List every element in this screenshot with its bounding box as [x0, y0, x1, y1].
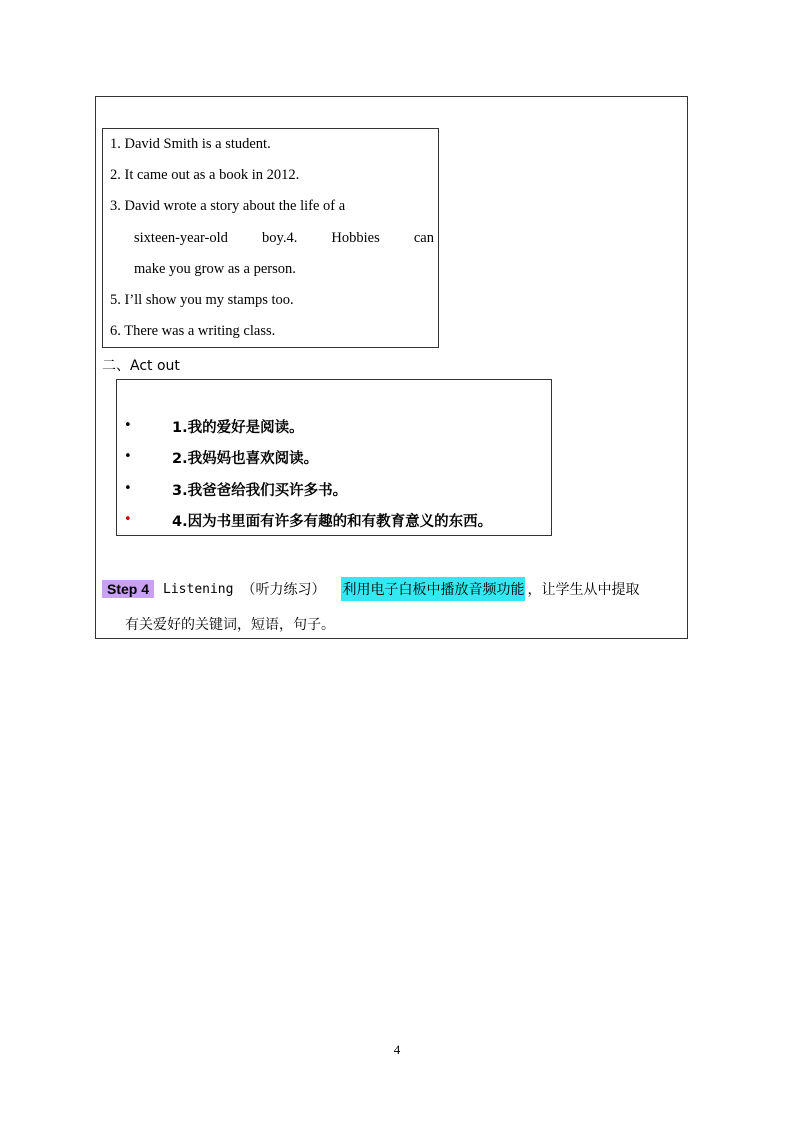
act-out-item: 1.我的爱好是阅读。: [172, 420, 304, 436]
sentence-6: 6. There was a writing class.: [110, 323, 276, 339]
sentence-3-continued: [134, 230, 434, 247]
word: Hobbies: [331, 230, 380, 246]
highlighted-text: 利用电子白板中播放音频功能: [341, 577, 525, 601]
act-out-heading: 二、Act out: [102, 358, 180, 374]
sentence-1: 1. David Smith is a student.: [110, 136, 271, 152]
step-subtitle: （听力练习）: [241, 582, 326, 598]
word: sixteen-year-old: [134, 230, 228, 246]
sentence-4-continued: make you grow as a person.: [134, 261, 296, 277]
sentence-5: 5. I’ll show you my stamps too.: [110, 292, 294, 308]
sentence-2: 2. It came out as a book in 2012.: [110, 167, 300, 183]
word: boy.4.: [262, 230, 298, 246]
word: can: [413, 230, 434, 246]
step4-line: [102, 577, 639, 601]
sentence-3: 3. David wrote a story about the life of a: [110, 198, 346, 214]
act-out-item: 3.我爸爸给我们买许多书。: [172, 483, 348, 499]
page-number: 4: [393, 1042, 401, 1057]
bullet-icon: •: [124, 481, 132, 496]
bullet-icon: •: [124, 512, 132, 527]
act-out-item: 2.我妈妈也喜欢阅读。: [172, 451, 319, 467]
step-title: Listening: [163, 581, 234, 597]
step-text: ，让学生从中提取: [527, 582, 640, 598]
sentences-box: [102, 128, 439, 348]
bullet-icon: •: [124, 418, 132, 433]
step-badge: Step 4: [102, 580, 154, 598]
step-text-line2: 有关爱好的关键词，短语，句子。: [125, 617, 335, 633]
bullet-icon: •: [124, 449, 132, 464]
act-out-box: [116, 379, 552, 536]
act-out-item: 4.因为书里面有许多有趣的和有教育意义的东西。: [172, 514, 493, 530]
